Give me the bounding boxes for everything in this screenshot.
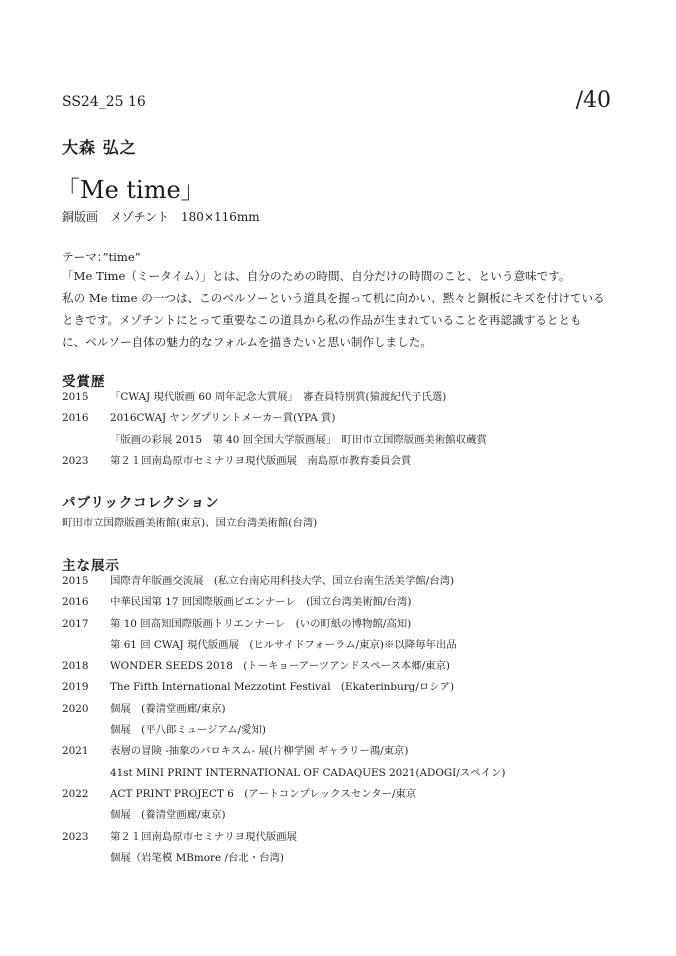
exhibition-text: ACT PRINT PROJECT 6 (アートコンプレックスセンター/東京 (110, 787, 417, 800)
collection-text: 町田市立国際版画美術館(東京)、国立台湾美術館(台湾) (62, 517, 318, 529)
description-line: 私の Me time の一つは、このベルソーという道具を握って机に向かい、黙々と銅板にキズを付けている (62, 291, 605, 305)
award-year: 2023 (62, 454, 89, 467)
list-item (62, 699, 622, 720)
exhibitions-list (62, 571, 622, 869)
exhibition-year: 2022 (62, 787, 89, 800)
exhibition-year: 2019 (62, 681, 89, 694)
award-year: 2016 (62, 412, 89, 425)
exhibition-text: 個展 (養清堂画廊/東京) (110, 702, 226, 715)
list-item (62, 763, 622, 784)
exhibition-year: 2021 (62, 745, 89, 758)
exhibition-text: 表層の冒険 -抽象のバロキスム- 展(片柳学園 ギャラリー鴻/東京) (110, 745, 409, 758)
exhibition-text: The Fifth International Mezzotint Festival (Ekaterinburg/ロシア) (110, 681, 455, 694)
list-item (62, 571, 622, 592)
award-year: 2015 (62, 391, 89, 403)
list-item (62, 656, 622, 677)
exhibition-year: 2018 (62, 660, 89, 673)
artwork-spec: 銅版画 メゾチント 180×116mm (62, 210, 260, 224)
exhibition-year: 2023 (62, 830, 89, 843)
list-item (62, 430, 622, 451)
exhibition-text: 国際青年版画交流展 (私立台南応用科技大学、国立台南生活美学館/台湾) (110, 575, 455, 587)
list-item (62, 784, 622, 805)
list-item (62, 805, 622, 826)
list-item (62, 677, 622, 698)
description-line: ときです。メゾチントにとって重要なこの道具から私の作品が生まれていることを再認識するととも (62, 313, 582, 327)
award-text: 第２１回南島原市セミナリヨ現代版画展 南島原市教育委員会賞 (110, 454, 412, 467)
exhibition-text: 第２１回南島原市セミナリヨ現代版画展 (110, 830, 298, 843)
exhibition-year: 2020 (62, 702, 89, 715)
list-item (62, 848, 622, 869)
list-item (62, 451, 622, 472)
awards-heading: 受賞歴 (62, 374, 106, 390)
exhibition-text: 第 61 回 CWAJ 現代版画展 (ヒルサイドフォーラム/東京)※以降毎年出品 (110, 638, 457, 651)
award-text: 2016CWAJ ヤングプリントメーカー賞(YPA 賞) (110, 412, 336, 425)
list-item (62, 408, 622, 429)
list-item (62, 614, 622, 635)
exhibition-text: 個展 (養清堂画廊/東京) (110, 809, 226, 822)
description-line: 「Me Time（ミータイム）」とは、自分のための時間、自分だけの時間のこと、という意味です。 (62, 269, 571, 283)
exhibition-year: 2015 (62, 575, 89, 587)
exhibition-year: 2017 (62, 617, 89, 630)
list-item (62, 387, 622, 408)
description-line: に、ベルソー自体の魅力的なフォルムを描きたいと思い制作しました。 (62, 335, 432, 349)
award-text: 「CWAJ 現代版画 60 周年記念大賞展」 審査員特別賞(猿渡紀代子氏選) (110, 391, 447, 403)
artwork-title: 「Me time」 (56, 176, 205, 204)
collection-heading: パブリックコレクション (62, 495, 220, 511)
exhibition-text: WONDER SEEDS 2018 (トーキョーアーツアンドスペース本郷/東京) (110, 660, 450, 673)
exhibition-text: 41st MINI PRINT INTERNATIONAL OF CADAQUES 2021(ADOGI/スペイン) (110, 766, 506, 779)
exhibition-text: 中華民国第 17 回国際版画ビエンナーレ (国立台湾美術館/台湾) (110, 596, 412, 609)
list-item (62, 635, 622, 656)
catalog-code: SS24_25 16 (62, 94, 146, 110)
exhibition-text: 個展 (平八郎ミュージアム/愛知) (110, 724, 266, 737)
exhibition-year: 2016 (62, 596, 89, 609)
exhibition-text: 第 10 回高知国際版画トリエンナーレ (いの町紙の博物館/高知) (110, 617, 412, 630)
exhibition-text: 個展（岩笔模 MBmore /台北・台湾) (110, 851, 284, 864)
list-item (62, 592, 622, 613)
list-item (62, 720, 622, 741)
artist-name: 大森 弘之 (62, 138, 137, 157)
award-text: 「版画の彩展 2015 第 40 回全国大学版画展」 町田市立国際版画美術館収蔵賞 (110, 433, 487, 446)
page-number: /40 (575, 88, 611, 113)
list-item (62, 741, 622, 762)
awards-list (62, 387, 622, 472)
theme-label: テーマ：”time” (62, 250, 141, 264)
exhibitions-heading: 主な展示 (62, 558, 120, 574)
list-item (62, 827, 622, 848)
